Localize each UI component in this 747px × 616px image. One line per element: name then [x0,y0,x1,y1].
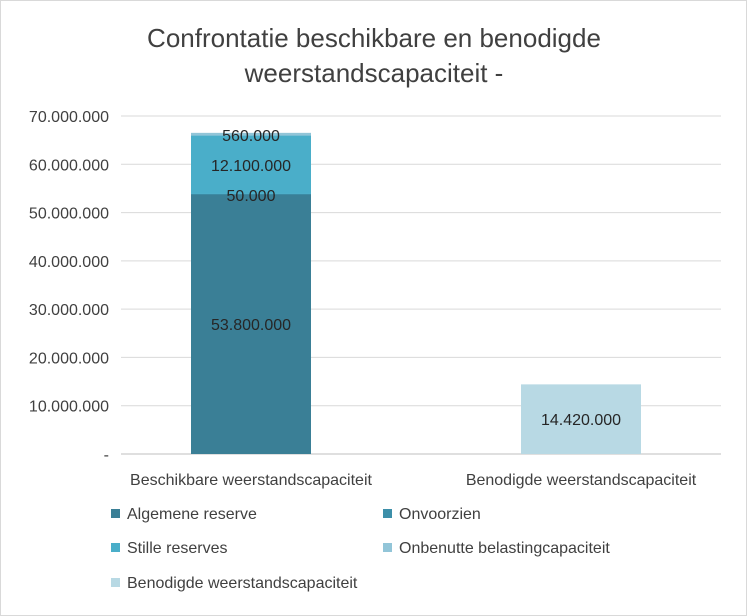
chart-svg [1,1,746,615]
data-label-onvoorzien-0: 50.000 [226,188,276,206]
x-category-label-0: Beschikbare weerstandscapaciteit [130,472,372,489]
legend-swatch-4 [111,578,120,587]
y-tick-label: 10.000.000 [28,398,109,416]
y-tick-label: 20.000.000 [28,350,109,368]
x-category-label-1: Benodigde weerstandscapaciteit [465,472,697,489]
data-label-benodigde-weerstandscapaciteit-1: 14.420.000 [540,412,622,430]
legend-swatch-0 [111,509,120,518]
y-tick-label: 60.000.000 [28,157,109,175]
y-tick-label: 40.000.000 [28,253,109,271]
y-axis-ticks [29,109,109,464]
chart-title [147,23,601,88]
chart-title-line-1: Confrontatie beschikbare en benodigde [147,23,601,53]
legend-swatch-2 [111,543,120,552]
y-tick-label: 30.000.000 [28,302,109,320]
legend-swatch-3 [383,543,392,552]
chart-title-line-2: weerstandscapaciteit - [244,58,504,88]
legend-label-3: Onbenutte belastingcapaciteit [399,540,610,557]
legend-label-1: Onvoorzien [399,506,481,523]
legend-label-4: Benodigde weerstandscapaciteit [127,575,358,592]
legend-label-0: Algemene reserve [127,506,257,523]
data-label-stille-reserves-0: 12.100.000 [210,157,292,175]
legend-label-2: Stille reserves [127,540,228,557]
legend [111,506,610,592]
y-tick-label: - [103,447,109,464]
y-tick-label: 50.000.000 [28,205,109,223]
data-label-onbenutte-belastingcapaciteit-0: 560.000 [222,127,280,145]
y-tick-label: 70.000.000 [28,109,109,126]
data-label-algemene-reserve-0: 53.800.000 [210,317,292,335]
x-axis-categories [130,472,697,489]
legend-swatch-1 [383,509,392,518]
